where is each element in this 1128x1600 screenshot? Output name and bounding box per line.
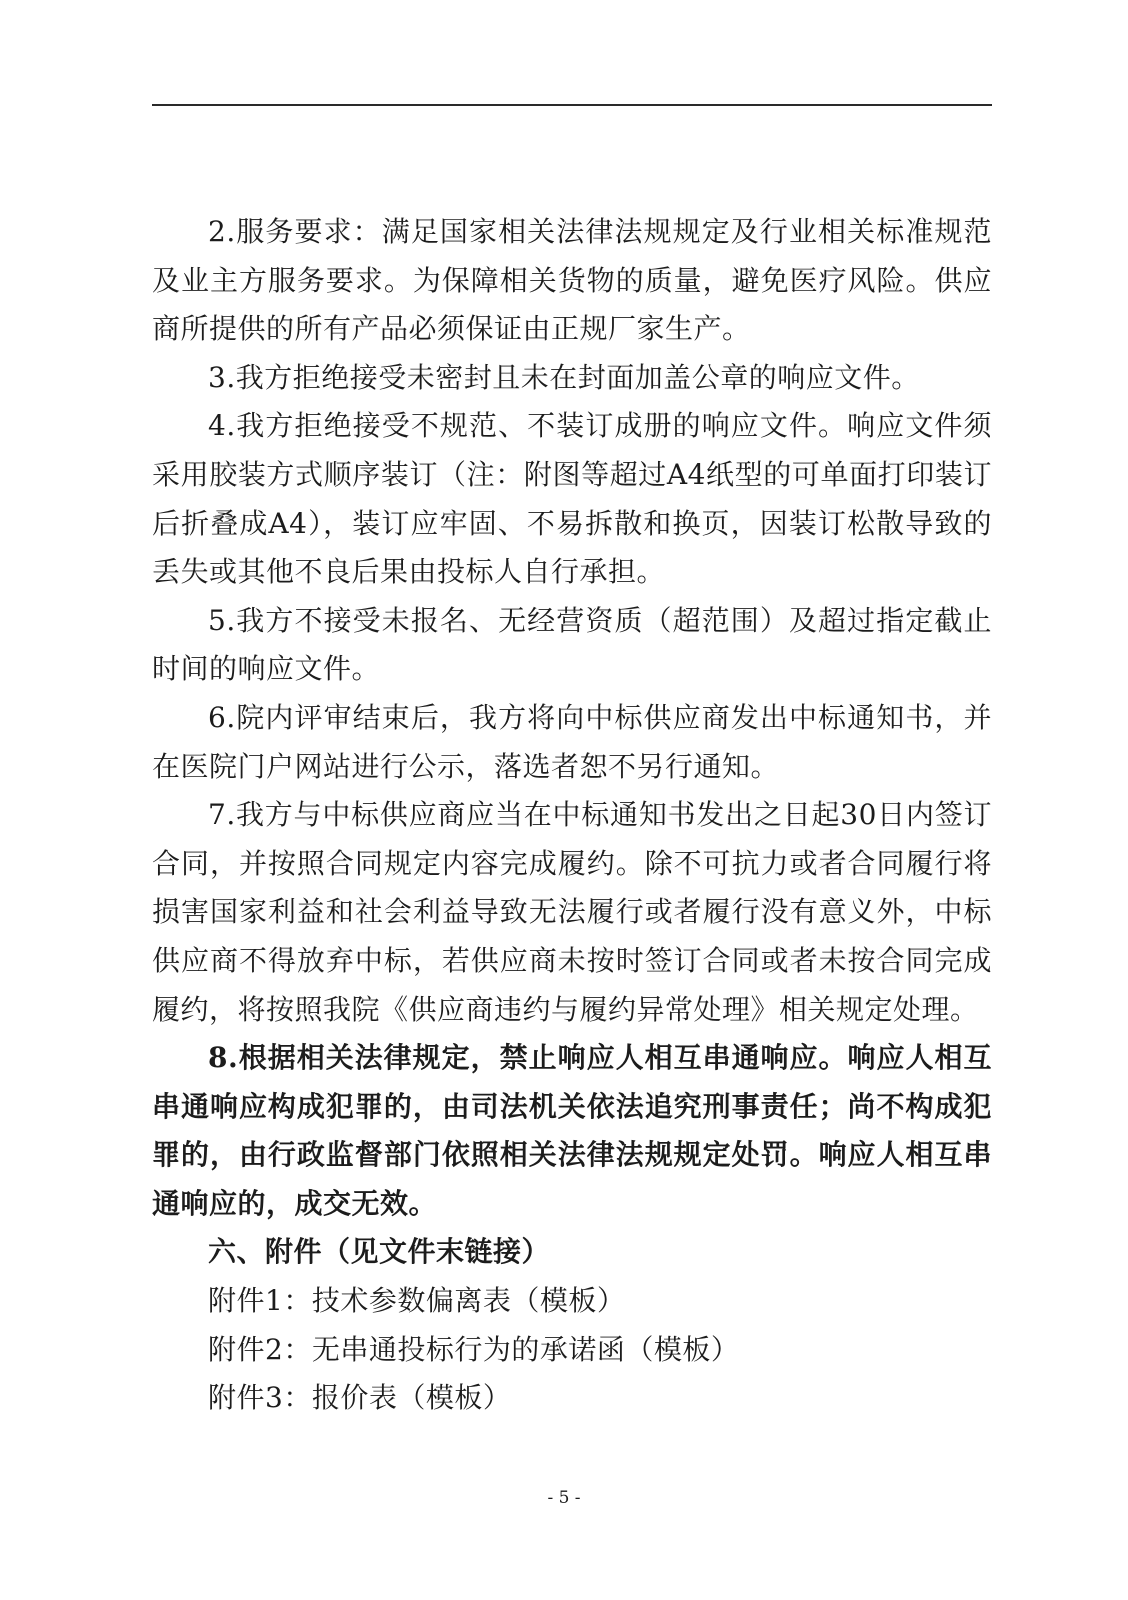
- header-rule: [152, 104, 992, 106]
- attachment-item-2: 附件2：无串通投标行为的承诺函（模板）: [208, 1332, 740, 1366]
- attachment-item-3: 附件3：报价表（模板）: [208, 1381, 512, 1415]
- paragraph-binding-requirements: 4.我方拒绝接受不规范、不装订成册的响应文件。响应文件须采用胶装方式顺序装订（注：附图等超过A4纸型的可单面打印装订后折叠成A4），装订应牢固、不易拆散和换页，因装订松散导致的丢失或其他不良后果由投标人自行承担。: [152, 409, 992, 589]
- paragraph-service-requirements: 2.服务要求：满足国家相关法律法规规定及行业相关标准规范及业主方服务要求。为保障相关货物的质量，避免医疗风险。供应商所提供的所有产品必须保证由正规厂家生产。: [152, 215, 992, 346]
- document-body: [152, 208, 992, 1423]
- attachment-item-1: 附件1：技术参数偏离表（模板）: [208, 1284, 626, 1318]
- attachments-heading: 六、附件（见文件末链接）: [208, 1235, 551, 1269]
- paragraph-sealed-documents: 3.我方拒绝接受未密封且未在封面加盖公章的响应文件。: [208, 360, 920, 394]
- paragraph-contract-signing: 7.我方与中标供应商应当在中标通知书发出之日起30日内签订合同，并按照合同规定内容完成履约。除不可抗力或者合同履行将损害国家利益和社会利益导致无法履行或者履行没有意义外，中标供应商不得放弃中标，若供应商未按时签订合同或者未按合同完成履约，将按照我院《供应商违约与履约异常处理》相关规定处理。: [152, 798, 992, 1026]
- paragraph-award-notice: 6.院内评审结束后，我方将向中标供应商发出中标通知书，并在医院门户网站进行公示，落选者恕不另行通知。: [152, 700, 992, 783]
- paragraph-registration-deadline: 5.我方不接受未报名、无经营资质（超范围）及超过指定截止时间的响应文件。: [152, 603, 992, 686]
- paragraph-collusion-prohibition: 8.根据相关法律规定，禁止响应人相互串通响应。响应人相互串通响应构成犯罪的，由司法机关依法追究刑事责任；尚不构成犯罪的，由行政监督部门依照相关法律法规规定处罚。响应人相互串通响应的，成交无效。: [152, 1041, 992, 1220]
- page-number: - 5 -: [547, 1488, 581, 1508]
